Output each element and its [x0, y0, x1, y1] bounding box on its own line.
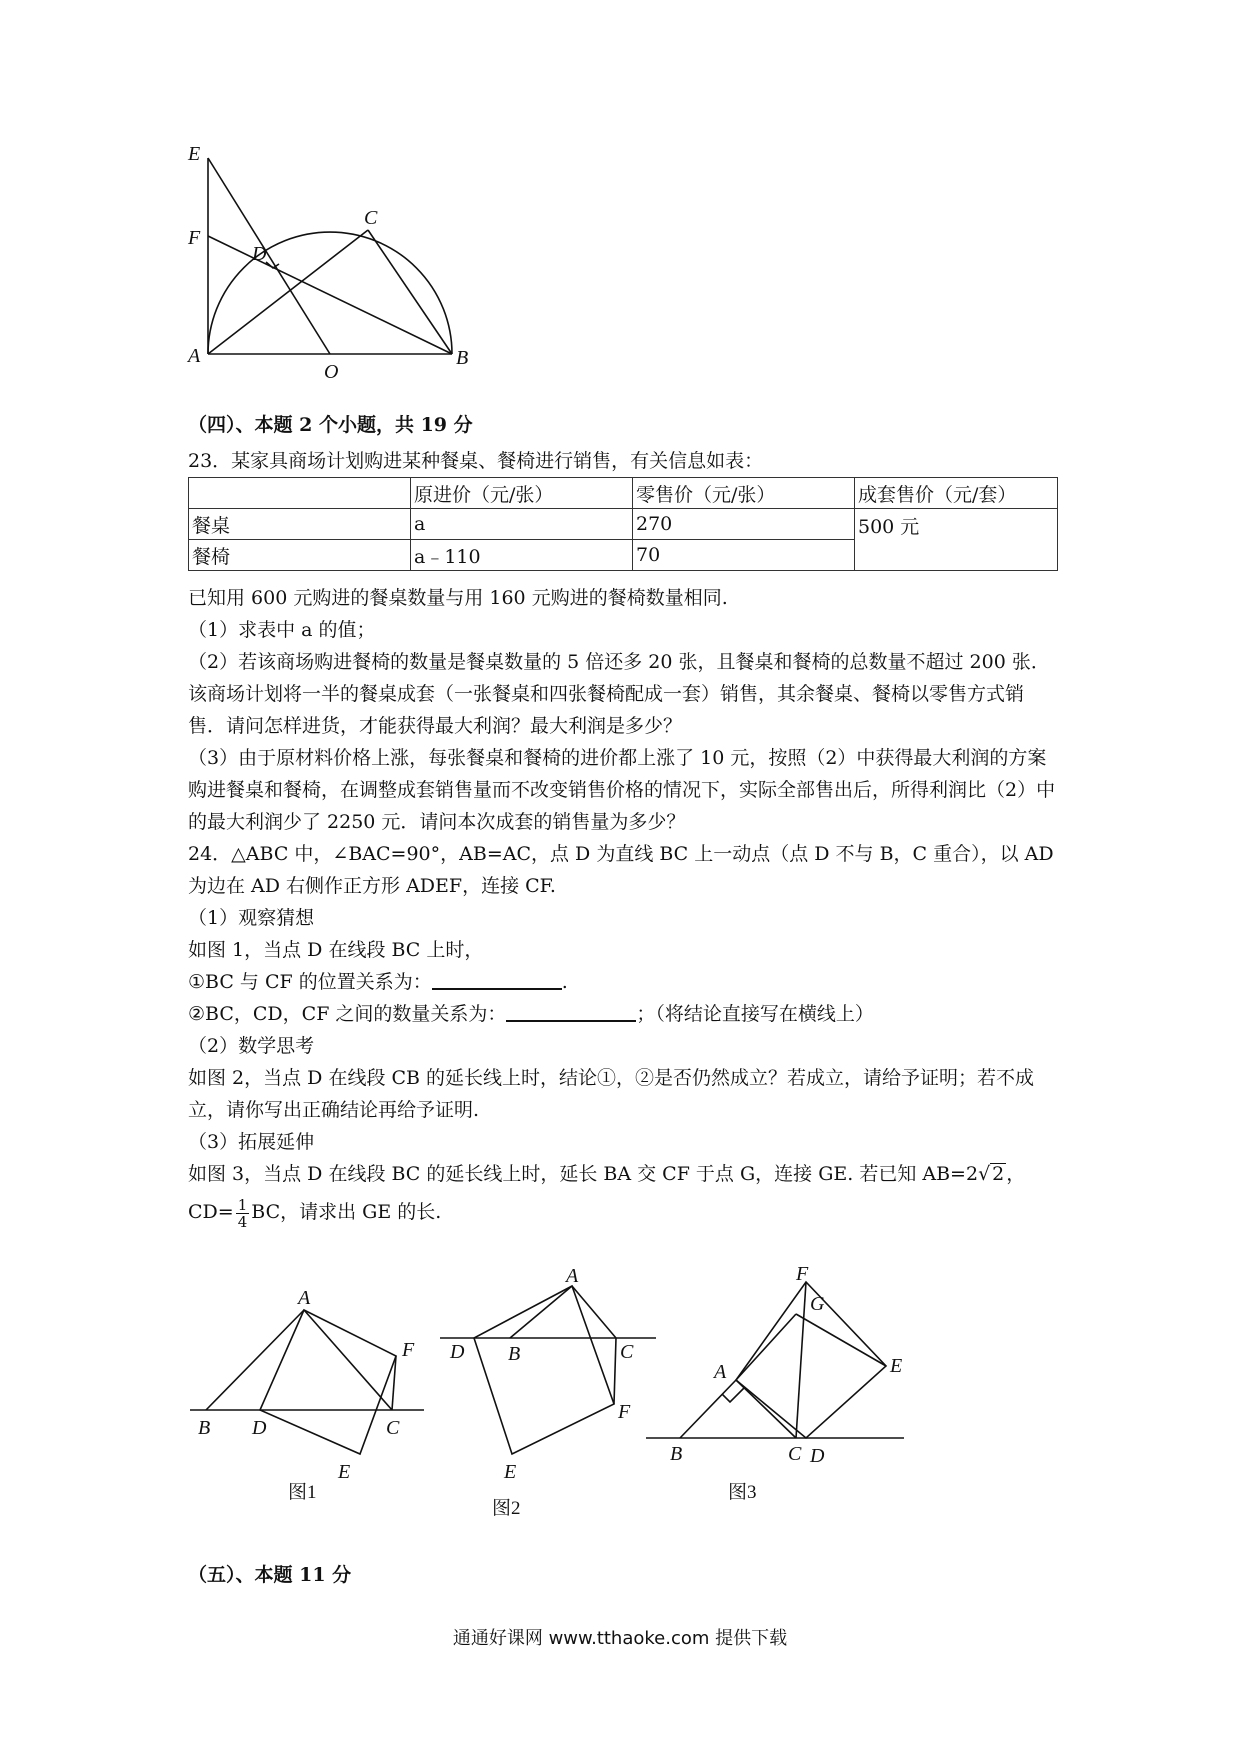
segment-cf: [796, 1282, 806, 1438]
table-cell-set-price: 500 元: [855, 509, 1058, 571]
table-row: [189, 509, 1058, 540]
table-cell: 270: [633, 509, 855, 540]
fraction-denominator: 4: [237, 1212, 248, 1231]
label-a: A: [566, 1265, 579, 1287]
label-f: F: [402, 1339, 415, 1361]
q24-intro: 24．△ABC 中，∠BAC=90°，AB=AC，点 D 为直线 BC 上一动点（点 D 不与 B，C 重合），以 AD 为边在 AD 右侧作正方形 ADEF，连接 CF.: [188, 843, 1054, 897]
q24-sub1-title: （1）观察猜想: [188, 907, 315, 929]
label-b: B: [198, 1417, 211, 1439]
q24-sub2-title: （2）数学思考: [188, 1035, 315, 1057]
table-cell: a: [411, 509, 633, 540]
sub3-text-a: 如图 3，当点 D 在线段 BC 的延长线上时，延长 BA 交 CF 于点 G，连接 GE. 若已知 AB=2: [188, 1163, 979, 1185]
q24-body: [188, 838, 1058, 1230]
label-g: G: [810, 1293, 825, 1315]
label-d: D: [450, 1341, 465, 1363]
q23-intro: 23．某家具商场计划购进某种餐桌、餐椅进行销售，有关信息如表：: [188, 450, 764, 472]
label-a: A: [714, 1361, 727, 1383]
label-e: E: [504, 1461, 517, 1483]
segment-ac: [572, 1286, 616, 1338]
cd-suffix: BC，请求出 GE 的长.: [251, 1201, 442, 1223]
price-table: [188, 477, 1058, 571]
conclusion2-prefix: ②BC，CD，CF 之间的数量关系为：: [188, 1003, 507, 1025]
fraction-numerator: 1: [237, 1195, 248, 1214]
segment-ab: [510, 1286, 572, 1338]
segment-cb: [368, 230, 452, 354]
q24-sub2-text: 如图 2，当点 D 在线段 CB 的延长线上时，结论①，②是否仍然成立？若成立，请给予证明；若不成立，请你写出正确结论再给予证明.: [188, 1067, 1035, 1121]
label-d: D: [810, 1445, 825, 1467]
label-e: E: [890, 1355, 903, 1377]
fraction-one-quarter: [236, 1197, 250, 1230]
table-header-row: [189, 478, 1058, 509]
table-cell: 70: [633, 540, 855, 571]
figure-1: [188, 1287, 428, 1510]
q23-part2: （2）若该商场购进餐椅的数量是餐桌数量的 5 倍还多 20 张，且餐桌和餐椅的总数量不超过 200 张．该商场计划将一半的餐桌成套（一张餐桌和四张餐椅配成一套）销售，其余餐桌、餐椅以零售方式销售．请问怎样进货，才能获得最大利润？最大利润是多少？: [188, 651, 1050, 737]
footer-source: 通通好课网 www.tthaoke.com 提供下载: [452, 1628, 788, 1649]
semicircle-figure: [188, 143, 490, 383]
table-cell: 餐椅: [189, 540, 411, 571]
label-b: B: [670, 1443, 683, 1465]
q23-part3: （3）由于原材料价格上涨，每张餐桌和餐椅的进价都上涨了 10 元，按照（2）中获得最大利润的方案购进餐桌和餐椅，在调整成套销售量而不改变销售价格的情况下，实际全部售出后，所得利润比（2）中的最大利润少了 2250 元．请问本次成套的销售量为多少？: [188, 747, 1056, 833]
q23-known: 已知用 600 元购进的餐桌数量与用 160 元购进的餐椅数量相同.: [188, 587, 728, 609]
table-header-cell: [189, 478, 411, 509]
table-cell: 餐桌: [189, 509, 411, 540]
table-header-cell: 原进价（元/张）: [411, 478, 633, 509]
segment-ba: [680, 1380, 736, 1438]
table-cell: a﹣110: [411, 540, 633, 571]
q23-part1: （1）求表中 a 的值；: [188, 619, 376, 641]
segment-ge: [796, 1314, 886, 1366]
table-header-cell: 零售价（元/张）: [633, 478, 855, 509]
figure-3-caption: 图3: [728, 1482, 757, 1503]
sub3-text-b: ，: [1006, 1163, 1026, 1185]
label-e: E: [188, 143, 201, 165]
q24-sub1-case: 如图 1，当点 D 在线段 BC 上时，: [188, 939, 484, 961]
q24-sub3-title: （3）拓展延伸: [188, 1131, 315, 1153]
conclusion2-suffix: ；（将结论直接写在横线上）: [636, 1003, 874, 1025]
answer-blank-2[interactable]: [506, 1000, 636, 1022]
segment-ac: [208, 230, 368, 354]
segment-ab: [206, 1310, 304, 1410]
segment-fb: [208, 236, 452, 354]
answer-blank-1[interactable]: [432, 968, 562, 990]
q24-conclusion2: [188, 998, 1058, 1030]
label-b: B: [456, 347, 469, 369]
sqrt-value: 2: [992, 1163, 1005, 1185]
label-d: D: [252, 243, 267, 265]
label-f: F: [188, 227, 201, 249]
label-c: C: [788, 1443, 802, 1465]
label-f: F: [618, 1401, 631, 1423]
label-b: B: [508, 1343, 521, 1365]
table-header-cell: 成套售价（元/套）: [855, 478, 1058, 509]
label-c: C: [386, 1417, 400, 1439]
segment-ac: [736, 1380, 796, 1438]
section-four-title: （四）、本题 2 个小题，共 19 分: [188, 414, 473, 436]
label-c: C: [620, 1341, 634, 1363]
label-a: A: [298, 1287, 311, 1309]
q23-body: [188, 582, 1058, 838]
section-five-title: （五）、本题 11 分: [188, 1564, 352, 1586]
conclusion1-prefix: ①BC 与 CF 的位置关系为：: [188, 971, 432, 993]
q24-conclusion1: [188, 966, 1058, 998]
segment-ag-extended: [736, 1314, 796, 1380]
label-e: E: [338, 1461, 351, 1483]
q24-sub3-text: 如图 3，当点 D 在线段 BC 的延长线上时，延长 BA 交 CF 于点 G，连接 GE. 若已知 AB=2√ 2 ，: [188, 1163, 1026, 1185]
figure-2: [440, 1265, 665, 1520]
segment-eo: [208, 158, 330, 354]
cd-prefix: CD=: [188, 1201, 234, 1223]
label-a: A: [188, 345, 201, 367]
segment-cf: [614, 1338, 616, 1404]
label-o: O: [324, 361, 339, 383]
segment-ac: [304, 1310, 392, 1410]
q24-cd-line: [188, 1196, 1058, 1230]
label-d: D: [252, 1417, 267, 1439]
figure-3: [646, 1263, 916, 1520]
square-adef: [260, 1310, 396, 1454]
label-c: C: [364, 207, 378, 229]
conclusion1-suffix: .: [561, 971, 568, 993]
figure-1-caption: 图1: [288, 1482, 317, 1503]
figure-2-caption: 图2: [492, 1498, 521, 1519]
label-f: F: [796, 1263, 809, 1285]
